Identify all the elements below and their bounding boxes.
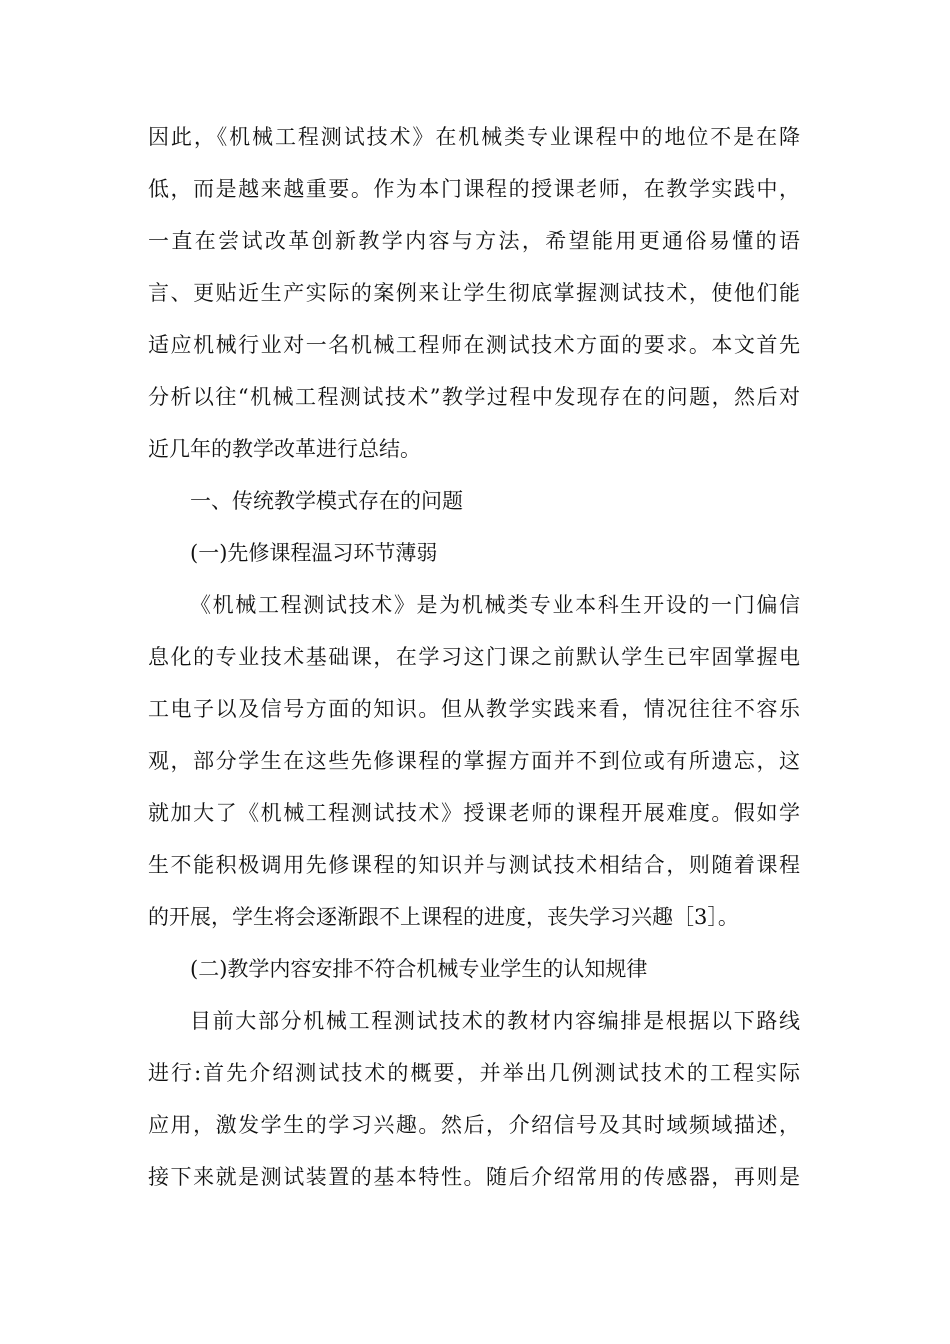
subsection-heading: (一)先修课程温习环节薄弱 xyxy=(190,541,438,565)
paragraph-line: 生不能积极调用先修课程的知识并与测试技术相结合，则随着课程 xyxy=(148,853,800,877)
paragraph-line: 低，而是越来越重要。作为本门课程的授课老师，在教学实践中， xyxy=(148,177,800,201)
paragraph-line: 分析以往“机械工程测试技术”教学过程中发现存在的问题，然后对 xyxy=(148,385,800,409)
paragraph-line: 接下来就是测试装置的基本特性。随后介绍常用的传感器，再则是 xyxy=(148,1165,800,1189)
paragraph-line: 近几年的教学改革进行总结。 xyxy=(148,437,421,461)
paragraph-line: 就加大了《机械工程测试技术》授课老师的课程开展难度。假如学 xyxy=(148,801,800,825)
paragraph-line: 适应机械行业对一名机械工程师在测试技术方面的要求。本文首先 xyxy=(148,333,800,357)
paragraph-line: 因此，《机械工程测试技术》在机械类专业课程中的地位不是在降 xyxy=(148,125,800,149)
paragraph-line: 一直在尝试改革创新教学内容与方法，希望能用更通俗易懂的语 xyxy=(148,229,800,253)
section-heading: 一、传统教学模式存在的问题 xyxy=(190,489,463,513)
paragraph-line: 息化的专业技术基础课，在学习这门课之前默认学生已牢固掌握电 xyxy=(148,645,800,669)
paragraph-line: 目前大部分机械工程测试技术的教材内容编排是根据以下路线 xyxy=(190,1009,800,1033)
paragraph-line: 言、更贴近生产实际的案例来让学生彻底掌握测试技术，使他们能 xyxy=(148,281,800,305)
subsection-heading: (二)教学内容安排不符合机械专业学生的认知规律 xyxy=(190,957,648,981)
paragraph-line: 《机械工程测试技术》是为机械类专业本科生开设的一门偏信 xyxy=(190,593,800,617)
paragraph-line: 应用，激发学生的学习兴趣。然后，介绍信号及其时域频域描述， xyxy=(148,1113,800,1137)
paragraph-line: 进行:首先介绍测试技术的概要，并举出几例测试技术的工程实际 xyxy=(148,1061,800,1085)
paragraph-line: 的开展，学生将会逐渐跟不上课程的进度，丧失学习兴趣［3］。 xyxy=(148,905,739,929)
paragraph-line: 观，部分学生在这些先修课程的掌握方面并不到位或有所遗忘，这 xyxy=(148,749,800,773)
paragraph-line: 工电子以及信号方面的知识。但从教学实践来看，情况往往不容乐 xyxy=(148,697,800,721)
document-page xyxy=(148,117,800,1209)
